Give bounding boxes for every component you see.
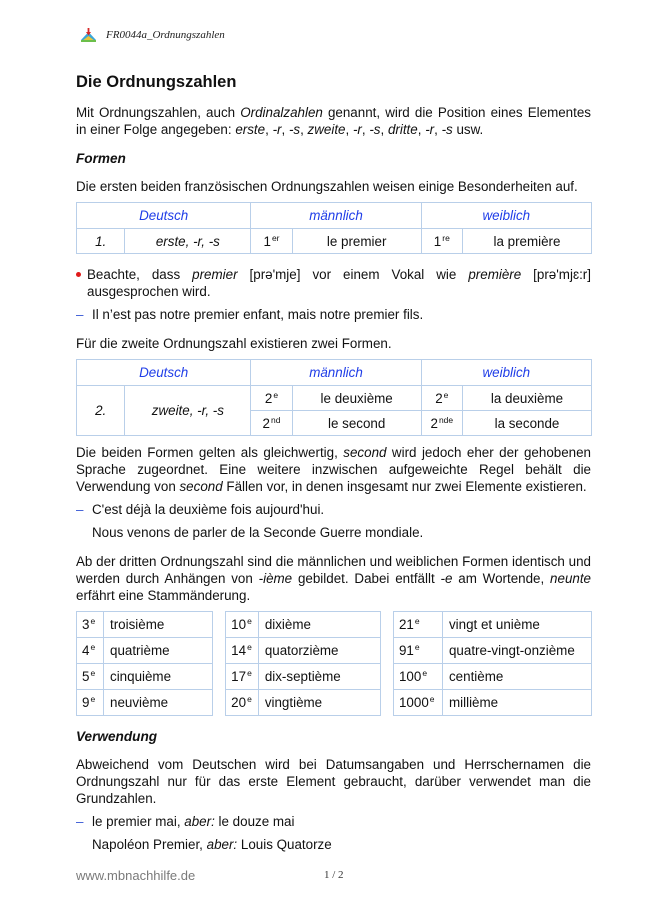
example-text: C'est déjà la deuxième fois aujourd'hui.: [92, 502, 325, 517]
ordinal-abbrev: [77, 612, 104, 638]
ordinal-abbrev: [393, 612, 442, 638]
ordinal-word: centième: [442, 664, 591, 690]
column-header-maennlich: männlich: [251, 360, 421, 386]
emphasis: neunte: [550, 571, 592, 586]
table-row: [226, 638, 381, 664]
table-row: [77, 229, 592, 254]
ordinal-word: vingtième: [258, 690, 380, 716]
text: Napoléon Premier,: [92, 837, 207, 852]
column-header-maennlich: männlich: [251, 203, 421, 229]
ordinal-word: quatrième: [104, 638, 213, 664]
ordinal-abbrev: [77, 664, 104, 690]
text: am Wortende,: [452, 571, 551, 586]
text: ,: [417, 122, 426, 137]
column-header-weiblich: weiblich: [421, 360, 591, 386]
text: Die beiden Formen gelten als gleichwertig,: [76, 445, 344, 460]
text: le douze mai: [214, 814, 295, 829]
example-text: Nous venons de parler de la Seconde Guerre mondiale.: [92, 525, 424, 540]
emphasis: -s: [441, 122, 453, 137]
table-row: [77, 386, 592, 411]
emphasis: premier: [192, 267, 238, 282]
abbrev-number: 1000: [398, 695, 429, 710]
abbrev-number: 14: [231, 643, 247, 658]
text: [prə'mjɛ:r] ausgesprochen wird.: [87, 267, 591, 299]
masculine-abbrev: [251, 229, 292, 254]
table-row: [77, 664, 213, 690]
abbrev-number: 91: [398, 643, 414, 658]
abbrev-number: 100: [398, 669, 422, 684]
abbrev-suffix: e: [414, 616, 420, 626]
emphasis: -s: [288, 122, 301, 137]
abbrev-number: 1: [433, 233, 442, 249]
masculine-word: le deuxième: [292, 386, 421, 411]
document-id: FR0044a_Ordnungszahlen: [106, 29, 225, 41]
ordinal-word: neuvième: [104, 690, 213, 716]
text: ,: [345, 122, 353, 137]
abbrev-number: 2: [430, 415, 438, 431]
abbrev-number: 2: [262, 415, 270, 431]
emphasis: -e: [440, 571, 453, 586]
pronunciation-note: [76, 266, 591, 300]
emphasis: -s: [369, 122, 381, 137]
third-ordinal-explanation: [76, 553, 591, 604]
emphasis: second: [179, 479, 223, 494]
masculine-word: le premier: [292, 229, 421, 254]
page-header: [80, 27, 225, 43]
second-ordinal-table: [76, 359, 592, 436]
formen-intro-text: Die ersten beiden französischen Ordnungszahlen weisen einige Besonderheiten auf.: [76, 179, 578, 194]
text: Mit Ordnungszahlen, auch: [76, 105, 241, 120]
emphasis: -r: [352, 122, 362, 137]
second-forms-explanation: [76, 444, 591, 495]
abbrev-suffix: e: [422, 668, 428, 678]
abbrev-number: 1: [263, 233, 271, 249]
example-text: Il n’est pas notre premier enfant, mais notre premier fils.: [92, 307, 424, 322]
text: genannt, wird die Position eines Elementes in einer Folge angegeben:: [76, 105, 591, 137]
ordinal-abbrev: [77, 690, 104, 716]
table-header-row: [77, 360, 592, 386]
ordinal-table-1: [76, 611, 213, 716]
ordinal-examples: [76, 611, 592, 716]
abbrev-suffix: e: [247, 616, 252, 626]
section-heading-formen: Formen: [76, 151, 126, 166]
emphasis: aber:: [206, 837, 238, 852]
abbrev-number: 20: [231, 695, 247, 710]
abbrev-suffix: er: [271, 232, 280, 243]
masculine-abbrev: [251, 386, 292, 411]
ordinal-word: troisième: [104, 612, 213, 638]
abbrev-suffix: re: [442, 232, 450, 243]
abbrev-number: 5: [82, 669, 90, 684]
feminine-word: la deuxième: [462, 386, 591, 411]
abbrev-suffix: e: [414, 642, 420, 652]
abbrev-suffix: e: [247, 642, 252, 652]
text: ,: [300, 122, 308, 137]
column-header-weiblich: weiblich: [421, 203, 591, 229]
emphasis: zweite: [307, 122, 346, 137]
ordinal-table-3: [393, 611, 592, 716]
dash-icon: –: [76, 307, 84, 322]
example-sentence: [76, 836, 591, 853]
abbrev-suffix: e: [247, 668, 252, 678]
abbrev-suffix: e: [90, 668, 96, 678]
feminine-abbrev: [421, 411, 462, 436]
emphasis: première: [468, 267, 522, 282]
feminine-word: la première: [462, 229, 591, 254]
ordinal-word: quatre-vingt-onzième: [442, 638, 591, 664]
emphasis: aber:: [184, 814, 215, 829]
text: wird jedoch eher der gehobenen Sprache zugeordnet. Eine weitere inzwischen aufgeweichte Regel behält die Verwendung von: [76, 445, 591, 494]
text: Fällen vor, in denen insgesamt nur zwei Elemente existieren.: [222, 479, 587, 494]
ordinal-abbrev: [393, 664, 442, 690]
abbrev-number: 2: [264, 390, 273, 406]
second-ordinal-intro: Für die zweite Ordnungszahl existieren zwei Formen.: [76, 336, 392, 351]
masculine-abbrev: [251, 411, 292, 436]
abbrev-number: 4: [82, 643, 90, 658]
ordinal-number: 2.: [77, 386, 125, 436]
text: ,: [380, 122, 388, 137]
emphasis: second: [343, 445, 387, 460]
example-sentence: [76, 813, 591, 830]
table-row: [393, 612, 591, 638]
text: Ab der dritten Ordnungszahl sind die männlichen und weiblichen Formen identisch und werden durch Anhängen von: [76, 554, 591, 586]
table-row: [226, 690, 381, 716]
section-heading-verwendung: Verwendung: [76, 729, 158, 744]
german-word: zweite, -r, -s: [125, 386, 251, 436]
table-row: [226, 664, 381, 690]
abbrev-number: 3: [82, 617, 90, 632]
book-with-arrow-icon: [80, 28, 97, 42]
text: le premier mai,: [92, 814, 185, 829]
text: [prə'mje] vor einem Vokal wie: [237, 267, 469, 282]
abbrev-number: 9: [82, 695, 90, 710]
ordinal-abbrev: [226, 664, 259, 690]
dash-icon: –: [76, 814, 84, 829]
ordinal-word: cinquième: [104, 664, 213, 690]
text: ,: [281, 122, 289, 137]
document-body: [76, 72, 591, 853]
text: ,: [361, 122, 370, 137]
abbrev-suffix: e: [443, 389, 449, 400]
ordinal-word: millième: [442, 690, 591, 716]
emphasis: dritte: [387, 122, 418, 137]
ordinal-table-2: [225, 611, 381, 716]
table-row: [77, 638, 213, 664]
text: gebildet. Dabei entfällt: [292, 571, 441, 586]
emphasis: -r: [425, 122, 435, 137]
ordinal-abbrev: [77, 638, 104, 664]
german-word: erste, -r, -s: [125, 229, 251, 254]
ordinal-abbrev: [226, 612, 259, 638]
abbrev-suffix: e: [247, 694, 252, 704]
page-title: Die Ordnungszahlen: [76, 73, 237, 91]
abbrev-number: 10: [231, 617, 247, 632]
text: erfährt eine Stammänderung.: [76, 588, 251, 603]
masculine-word: le second: [292, 411, 421, 436]
emphasis: Ordinalzahlen: [240, 105, 323, 120]
website-link[interactable]: www.mbnachhilfe.de: [76, 868, 196, 883]
abbrev-number: 2: [435, 390, 443, 406]
text: Louis Quatorze: [237, 837, 332, 852]
example-sentence: [76, 524, 591, 541]
table-row: [393, 638, 591, 664]
feminine-abbrev: [421, 229, 462, 254]
table-row: [226, 612, 381, 638]
verwendung-text: Abweichend vom Deutschen wird bei Datumsangaben und Herrschernamen die Ordnungszahl nur für das erste Element gebraucht, darüber verwendet man die Grundzahlen.: [76, 757, 591, 806]
dash-icon: –: [76, 502, 84, 517]
abbrev-suffix: e: [90, 694, 96, 704]
text: ,: [434, 122, 442, 137]
table-row: [77, 612, 213, 638]
example-sentence: [76, 501, 591, 518]
abbrev-suffix: e: [90, 642, 96, 652]
table-row: [393, 690, 591, 716]
abbrev-number: 21: [398, 617, 414, 632]
page-footer: [76, 868, 616, 884]
text: Beachte, dass: [87, 267, 193, 282]
page-number: 1 / 2: [324, 869, 344, 881]
ordinal-word: dix-septième: [258, 664, 380, 690]
emphasis: erste: [235, 122, 266, 137]
ordinal-word: vingt et unième: [442, 612, 591, 638]
feminine-abbrev: [421, 386, 462, 411]
first-ordinal-table: [76, 202, 592, 254]
red-bullet-icon: [76, 272, 81, 277]
column-header-deutsch: Deutsch: [77, 360, 251, 386]
abbrev-suffix: nd: [270, 414, 281, 425]
intro-paragraph: [76, 104, 591, 138]
table-row: [77, 690, 213, 716]
abbrev-suffix: e: [90, 616, 96, 626]
table-row: [393, 664, 591, 690]
ordinal-abbrev: [393, 690, 442, 716]
abbrev-suffix: e: [429, 694, 435, 704]
abbrev-suffix: e: [273, 389, 279, 400]
ordinal-abbrev: [226, 690, 259, 716]
abbrev-number: 17: [231, 669, 247, 684]
ordinal-word: dixième: [258, 612, 380, 638]
text: ,: [265, 122, 273, 137]
feminine-word: la seconde: [462, 411, 591, 436]
abbrev-suffix: nde: [438, 414, 454, 425]
ordinal-abbrev: [226, 638, 259, 664]
example-sentence: [76, 306, 591, 323]
emphasis: -ième: [258, 571, 293, 586]
table-header-row: [77, 203, 592, 229]
column-header-deutsch: Deutsch: [77, 203, 251, 229]
ordinal-word: quatorzième: [258, 638, 380, 664]
text: usw.: [452, 122, 484, 137]
ordinal-number: 1.: [77, 229, 125, 254]
ordinal-abbrev: [393, 638, 442, 664]
emphasis: -r: [272, 122, 282, 137]
